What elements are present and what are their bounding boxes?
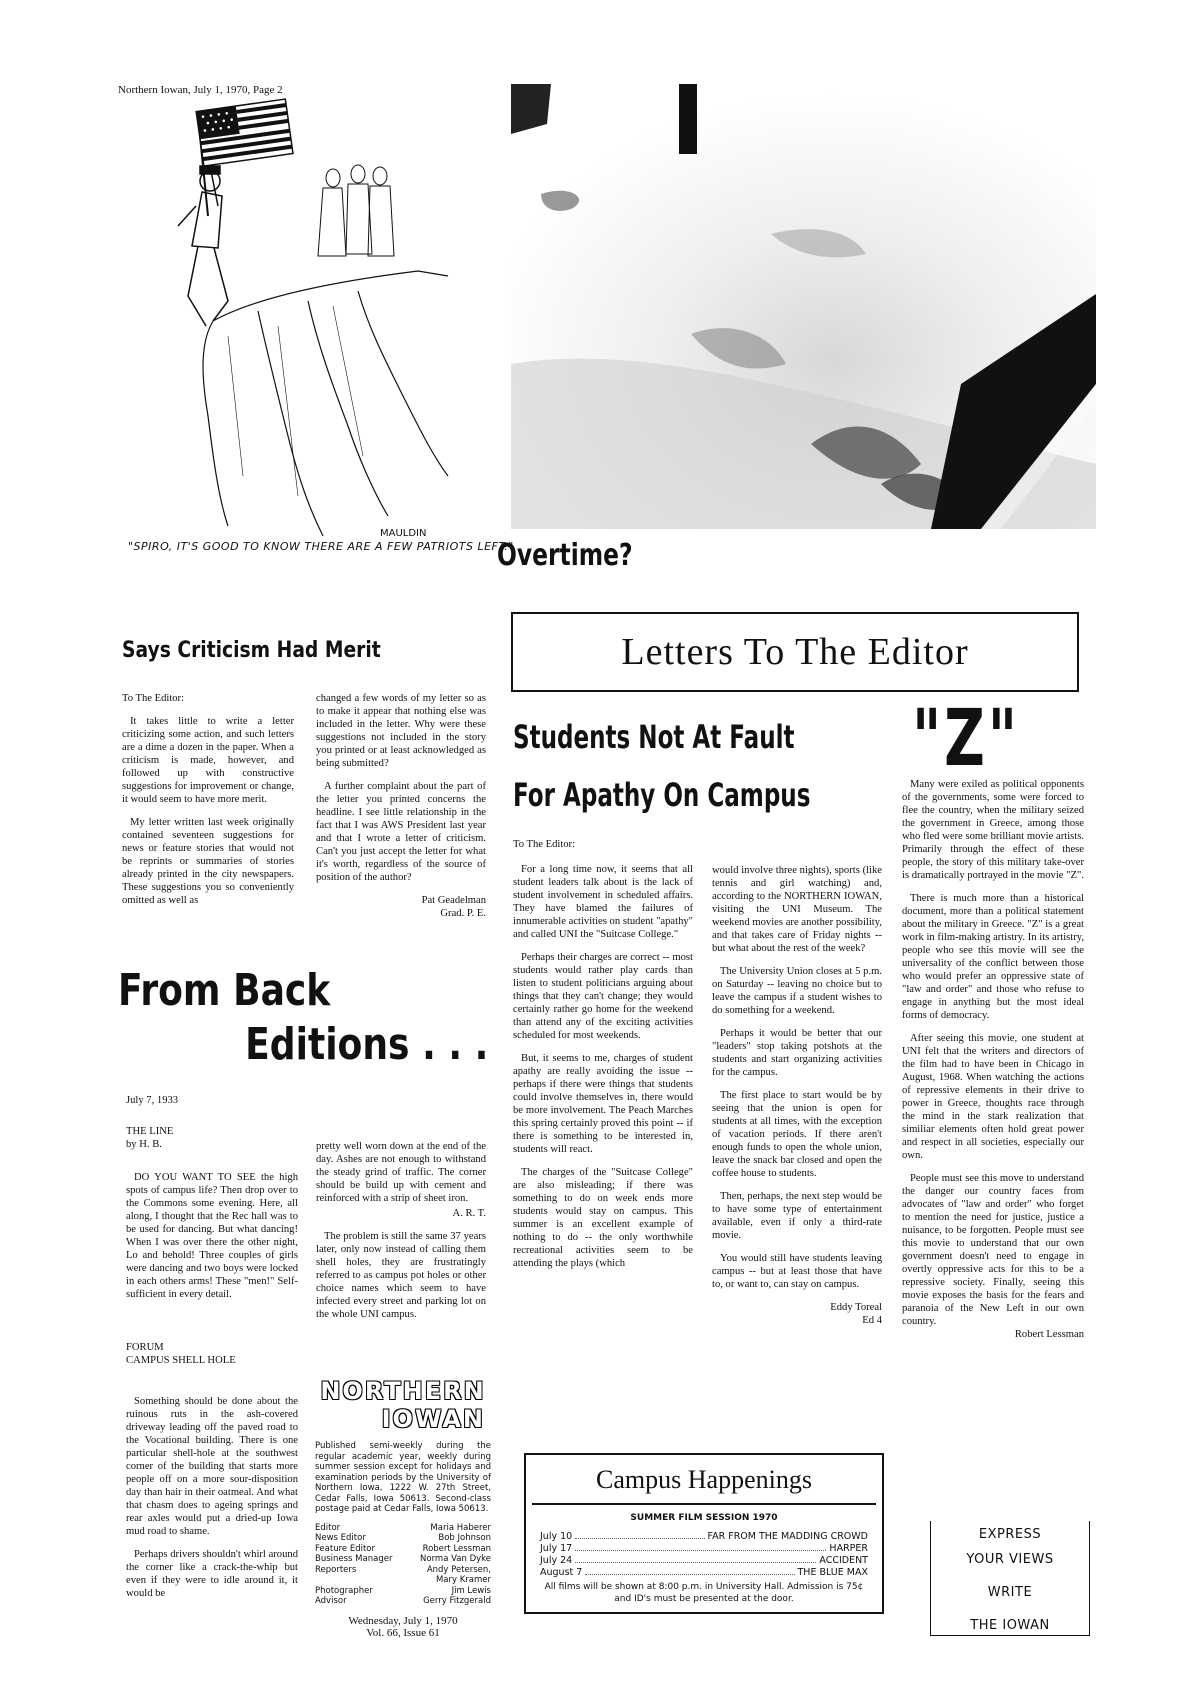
express-line2: YOUR VIEWS	[966, 1552, 1054, 1567]
cartoon-caption: "SPIRO, IT'S GOOD TO KNOW THERE ARE A FEW PATRIOTS LEFT."	[128, 540, 514, 553]
masthead-line2: IOWAN	[381, 1405, 485, 1433]
film-row	[540, 1555, 868, 1566]
masthead-line1: NORTHERN	[320, 1377, 486, 1405]
the-line-title: THE LINE	[126, 1126, 174, 1137]
staff-row	[315, 1533, 491, 1544]
cliff-drawing	[203, 271, 448, 536]
students-headline-line1: Students Not At Fault	[513, 718, 795, 756]
photo-headline: Overtime?	[497, 538, 633, 573]
cartoon-signature: MAULDIN	[380, 528, 427, 539]
page-folio: Northern Iowan, July 1, 1970, Page 2	[118, 84, 283, 96]
students-col1	[513, 838, 693, 1280]
students-signer: Eddy Toreal	[830, 1302, 882, 1313]
back-editions-commentary: The problem is still the same 37 years later, only now instead of calling them shell holes, they are frustratingly referred to as campus pot holes or other choice names which seem to have infected every street and parking lot on the whole UNI campus.	[316, 1231, 486, 1320]
z-paragraph: There is much more than a historical document, more than a political statement about the military in Greece. "Z" is a great work in film-making artistry. In its artistry, people who see this movie will see the universality of the conflict between those who would prefer an oppressive state of "law and order" and those who refuse to engage in anything but the most ideal forms of democracy.	[902, 893, 1084, 1021]
forum-signature: A. R. T.	[452, 1208, 486, 1219]
forum-title: FORUM	[126, 1342, 164, 1353]
students-paragraph: Then, perhaps, the next step would be to have some type of entertainment available, even if only a third-rate movie.	[712, 1191, 882, 1241]
students-signer-title: Ed 4	[862, 1315, 882, 1326]
students-paragraph: But, it seems to me, charges of student apathy are really avoiding the issue -- perhaps if there were things that students could involve themselves in, there would be more involvement. The Peach Marches this spring certainly proved this point -- if there is something to be interested in, students will react.	[513, 1053, 693, 1155]
standing-figures	[318, 165, 394, 256]
staff-name: Maria Haberer	[430, 1522, 491, 1533]
back-editions-date: July 7, 1933	[126, 1095, 179, 1106]
criticism-col2	[316, 692, 486, 930]
criticism-col1	[122, 692, 294, 917]
staff-row	[315, 1575, 491, 1586]
z-headline: "Z"	[912, 694, 1020, 784]
overtime-photo	[511, 84, 1096, 529]
z-signer: Robert Lessman	[1014, 1329, 1084, 1340]
back-editions-headline	[118, 964, 488, 1072]
criticism-headline: Says Criticism Had Merit	[122, 638, 381, 663]
staff-name: Jim Lewis	[451, 1585, 491, 1596]
campus-happenings-divider	[532, 1503, 876, 1505]
letters-banner-title: Letters To The Editor	[621, 631, 969, 673]
students-col2	[712, 864, 882, 1337]
express-your-views-box	[930, 1521, 1090, 1636]
criticism-paragraph: changed a few words of my letter so as to make it appear that nothing else was included in the letter. Why were these suggestions not included in the story you printed or at least acknowledged as being submitted?	[316, 693, 486, 769]
forum-paragraph: Something should be done about the ruinous ruts in the ash-covered driveway leading off the paved road to the Vocational building. There is one particular shell-hole at the southwest corner of the building that starts more people off on a more sour-disposition day than hair in their oatmeal. And what that chasm does to ageing springs and rear axles would put a dried-up Iowa mud road to shame.	[126, 1396, 298, 1537]
students-paragraph: The University Union closes at 5 p.m. on Saturday -- leaving no choice but to leave the campus if a student wishes to do something for a weekend.	[712, 966, 882, 1016]
the-line-byline: by H. B.	[126, 1139, 162, 1150]
film-date: July 10	[540, 1531, 573, 1542]
film-title: FAR FROM THE MADDING CROWD	[707, 1531, 868, 1542]
students-paragraph: For a long time now, it seems that all student leaders talk about is the lack of student involvement in scheduled affairs. They have blamed the failures of innumerable activities on student "apathy" and called UNI the "Suitcase College."	[513, 864, 693, 940]
staff-role: News Editor	[315, 1533, 366, 1543]
campus-happenings-box	[524, 1453, 884, 1614]
back-editions-line1: From Back	[118, 965, 331, 1016]
students-salutation: To The Editor:	[513, 839, 576, 850]
staff-role: Business Manager	[315, 1554, 393, 1564]
criticism-paragraph: My letter written last week originally contained seventeen suggestions for news or feature stories that would not be reprints or summaries of stories already printed in the city newspapers. These suggestions you so conveniently omitted as well as	[122, 817, 294, 906]
staff-role	[315, 1575, 407, 1586]
masthead	[315, 1377, 491, 1639]
criticism-paragraph: A further complaint about the part of the letter you printed concerns the headline. I see little relationship in the fact that I was AWS President last year and that I wrote a letter of criticism. Can't you just accept the letter for what it's worth, regardless of the source of position of the author?	[316, 781, 486, 883]
flag-illustration	[196, 99, 293, 216]
film-title: THE BLUE MAX	[797, 1567, 868, 1578]
forum-paragraph: pretty well worn down at the end of the day. Ashes are not enough to withstand the steady grind of traffic. The corner should be build up with cement and reinforced with a strip of sheet iron.	[316, 1141, 486, 1204]
film-date: August 7	[540, 1567, 583, 1578]
students-paragraph: Perhaps their charges are correct -- most students would rather play cards than listen to student politicians arguing about things that they can't change; they would certainly rather go home for the weekend than attend any of the exciting activities scheduled for most weekends.	[513, 952, 693, 1041]
staff-name: Gerry Fitzgerald	[423, 1596, 491, 1606]
z-paragraph: Many were exiled as political opponents of the governments, some were forced to flee the country, when the military seized the government in Greece, among those who fled were some brilliant movie artists. Primarily through the effect of these people, the story of this military take-over is dramatically portrayed in the movie "Z".	[902, 779, 1084, 881]
staff-role: Feature Editor	[315, 1543, 375, 1554]
film-row	[540, 1543, 868, 1554]
express-line3: WRITE	[987, 1585, 1033, 1600]
staff-name: Robert Lessman	[422, 1543, 491, 1554]
criticism-paragraph: It takes little to write a letter criticizing some action, and such letters are a dime a dozen in the paper. When a criticism is made, however, and followed up with constructive suggestions for improvement or change, it would seem to have more merit.	[122, 716, 294, 805]
back-editions-col1	[126, 1094, 298, 1610]
express-line1: EXPRESS	[978, 1527, 1042, 1542]
the-line-text: DO YOU WANT TO SEE the high spots of campus life? Then drop over to the Commons some evening. Here, all along, I thought that the Rec hall was to be used for dancing. But what dancing! When I was over there the other night, Lo and behold! Three couples of girls were dancing and two boys were locked in each others arms! These "men!" Self-sufficient in every detail.	[126, 1172, 298, 1300]
walking-figure	[178, 166, 228, 326]
students-paragraph: Perhaps it would be better that our "leaders" stop taking potshots at the students and start organizing activities for the campus.	[712, 1028, 882, 1078]
criticism-signer-title: Grad. P. E.	[440, 908, 486, 919]
staff-box	[315, 1523, 491, 1607]
staff-role: Editor	[315, 1522, 341, 1533]
staff-row	[315, 1523, 491, 1534]
express-line4: THE IOWAN	[970, 1618, 1050, 1633]
z-paragraph: After seeing this movie, one student at UNI felt that the writers and directors of the film had to have been in Chicago in August, 1968. When watching the actions of repressive elements in their drive to power in Greece, thoughts race through the mind in the stark realization that similiar elements often hold great power and respect in all societies, especially our own.	[902, 1033, 1084, 1161]
staff-role: Photographer	[315, 1585, 373, 1596]
staff-role: Reporters	[315, 1564, 357, 1575]
back-editions-col2	[316, 1140, 486, 1331]
film-row	[540, 1531, 868, 1542]
letters-banner	[511, 612, 1079, 692]
staff-row	[315, 1544, 491, 1555]
staff-name: Mary Kramer	[435, 1575, 491, 1585]
students-paragraph: The first place to start would be by seeing that the union is open for students at all times, with the exception of vacation periods. If there aren't enough funds to open the whole union, leave the snack bar closed and open the coffee house to students.	[712, 1090, 882, 1179]
staff-name: Andy Petersen,	[426, 1564, 491, 1575]
students-headline	[513, 708, 810, 824]
masthead-issue: Vol. 66, Issue 61	[366, 1626, 440, 1639]
back-editions-line2: Editions . . .	[245, 1019, 489, 1070]
staff-row	[315, 1596, 491, 1607]
film-date: July 24	[540, 1555, 573, 1566]
campus-happenings-title: Campus Happenings	[596, 1465, 812, 1494]
students-headline-line2: For Apathy On Campus	[513, 776, 811, 814]
z-column	[902, 778, 1084, 1341]
staff-name: Bob Johnson	[438, 1533, 491, 1543]
film-row	[540, 1567, 868, 1578]
film-title: ACCIDENT	[819, 1555, 868, 1566]
students-paragraph: You would still have students leaving campus -- but at least those that have to, or want to, can stay on campus.	[712, 1253, 882, 1290]
criticism-signer: Pat Geadelman	[421, 895, 486, 906]
masthead-blurb: Published semi-weekly during the regular academic year, weekly during summer session except for holidays and examination periods by the University of Northern Iowa, 1222 W. 27th Street, Cedar Falls, Iowa 50613. Second-class postage paid at Cedar Falls, Iowa 50613.	[315, 1441, 491, 1514]
film-date: July 17	[540, 1543, 573, 1554]
film-admission-note: All films will be shown at 8:00 p.m. in University Hall. Admission is 75¢ and ID's must be presented at the door.	[544, 1582, 864, 1604]
staff-role: Advisor	[315, 1596, 347, 1606]
staff-name: Norma Van Dyke	[420, 1554, 491, 1564]
students-paragraph: The charges of the "Suitcase College" are also misleading; if there was something to do on week ends more students would stay on campus. This summer is an excellent example of nothing to do -- the only worthwhile recreational activities seem to be attending the plays (which	[513, 1167, 693, 1269]
z-paragraph: People must see this move to understand the danger our country faces from advocates of "law and order" who forget to mention the need for justice, justice a nuisance, to be forgotten. People must see this movie to understand that our own government doesn't need to engage in overtly oppressive acts for this to be a repressive society. Finally, seeing this movie exposes the basis for the fears and paranoia of the New Left in our own country.	[902, 1173, 1084, 1327]
forum-subtitle: CAMPUS SHELL HOLE	[126, 1355, 236, 1366]
film-session-title: SUMMER FILM SESSION 1970	[630, 1513, 778, 1523]
film-title: HARPER	[829, 1543, 868, 1554]
staff-row	[315, 1554, 491, 1565]
forum-paragraph: Perhaps drivers shouldn't whirl around the corner like a crack-the-whip but even if they were to idle around it, it would be	[126, 1549, 298, 1599]
editorial-cartoon	[118, 96, 478, 556]
staff-row	[315, 1565, 491, 1576]
students-paragraph: would involve three nights), sports (like tennis and girl watching) and, according to the NORTHERN IOWAN, visiting the UNI Museum. The weekend movies are another possibility, and that takes care of Friday nights -- but what about the rest of the week?	[712, 865, 882, 954]
staff-row	[315, 1586, 491, 1597]
criticism-salutation: To The Editor:	[122, 693, 185, 704]
masthead-date: Wednesday, July 1, 1970	[348, 1614, 458, 1627]
